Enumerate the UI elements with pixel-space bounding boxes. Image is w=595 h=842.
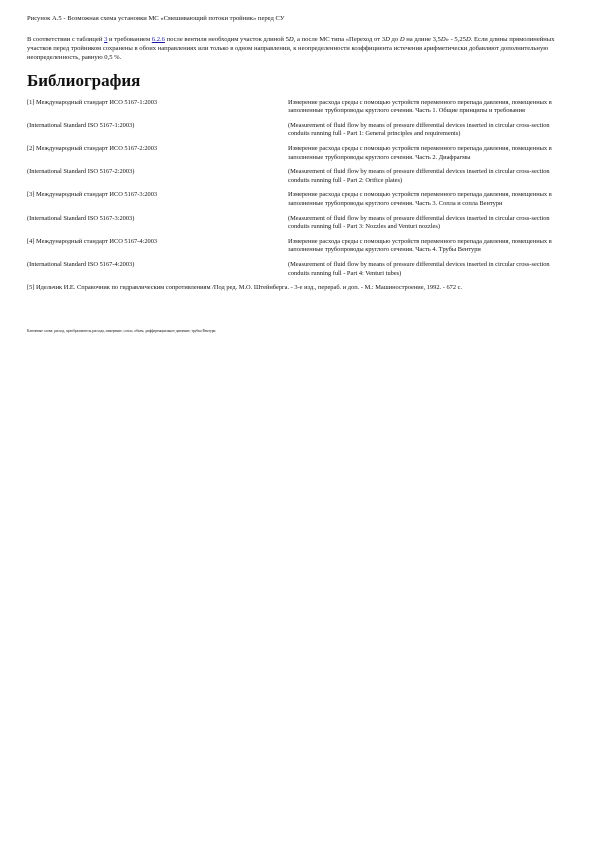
bib-entry-title: (Measurement of fluid flow by means of pressure differential devices inserted in circular cross-section conduits running full - Part 1: General principles and requirements)	[288, 121, 550, 138]
table-row	[27, 168, 572, 191]
bib-entry-ref: [1] Международный стандарт ИСО 5167-1:2003	[27, 98, 158, 106]
body-paragraph: В соответствии с таблицей 3 и требованием 6.2.6 после вентиля необходим участок длиной 5D, а после МС типа «Переход от 3D до D на длине 3,5D» - 5,25D. Если длины прямолинейных участков перед тройником сохранены в обоих направлениях или только в одном направлении, к неопределенности коэффициента истечения арифметически добавляют дополнительную неопределенность, равную 0,5 %.	[27, 36, 555, 62]
bib-entry-full: [5] Идельчик И.Е. Справочник по гидравлическим сопротивлениям /Под ред. М.О. Штейнберга. - 3-е изд., перераб. и доп. - М.: Машиностроение, 1992. - 672 с.	[27, 284, 463, 292]
bib-entry-ref: [2] Международный стандарт ИСО 5167-2:2003	[27, 144, 158, 152]
keywords-line: Ключевые слова: расход, преобразователь расхода, измерение, сопло, объем, дифференциальное давление, трубка Вентури	[27, 328, 216, 333]
bib-entry-title: (Measurement of fluid flow by means of pressure differential devices inserted in circular cross-section conduits running full - Part 3: Nozzles and Venturi nozzles)	[288, 214, 550, 231]
section-6-2-6-link[interactable]: 6.2.6	[151, 36, 165, 43]
table-row	[27, 261, 572, 284]
bib-entry-ref: (International Standard ISO 5167-4:2003)	[27, 260, 135, 268]
bib-entry-ref: (International Standard ISO 5167-2:2003)	[27, 168, 135, 176]
bib-entry-title: (Measurement of fluid flow by means of pressure differential devices inserted in circular cross-section conduits running full - Part 2: Orifice plates)	[288, 168, 550, 184]
table-row	[27, 122, 572, 145]
table-row	[27, 99, 572, 122]
table-row	[27, 238, 572, 261]
table-row	[27, 284, 572, 299]
table-row	[27, 191, 572, 214]
bib-entry-ref: (International Standard ISO 5167-1:2003)	[27, 121, 135, 129]
bib-entry-title: Измерение расхода среды с помощью устройств переменного перепада давления, помещенных в заполненные трубопроводы круглого сечения. Часть 3. Сопла и сопла Вентури	[288, 191, 552, 207]
table-3-link[interactable]: 3	[104, 36, 108, 43]
bib-entry-title: Измерение расхода среды с помощью устройств переменного перепада давления, помещенных в заполненные трубопроводы круглого сечения. Часть 1. Общие принципы и требования	[288, 98, 552, 115]
bibliography-table	[27, 99, 572, 299]
bib-entry-ref: (International Standard ISO 5167-3:2003)	[27, 214, 135, 222]
table-row	[27, 145, 572, 168]
document-page	[27, 14, 567, 334]
figure-caption: Рисунок А.5 - Возможная схема установки МС «Смешивающий потоки тройник» перед СУ	[27, 15, 285, 22]
bib-entry-ref: [3] Международный стандарт ИСО 5167-3:2003	[27, 191, 158, 199]
bib-entry-title: Измерение расхода среды с помощью устройств переменного перепада давления, помещенных в заполненные трубопроводы круглого сечения. Часть 4. Трубы Вентури	[288, 237, 552, 254]
bib-entry-title: Измерение расхода среды с помощью устройств переменного перепада давления, помещенных в заполненные трубопроводы круглого сечения. Часть 2. Диафрагмы	[288, 144, 552, 161]
table-row	[27, 215, 572, 238]
bib-entry-title: (Measurement of fluid flow by means of pressure differential devices inserted in circular cross-section conduits running full - Part 4: Venturi tubes)	[288, 260, 550, 277]
bib-entry-ref: [4] Международный стандарт ИСО 5167-4:2003	[27, 237, 158, 245]
bibliography-heading: Библиография	[27, 70, 141, 90]
